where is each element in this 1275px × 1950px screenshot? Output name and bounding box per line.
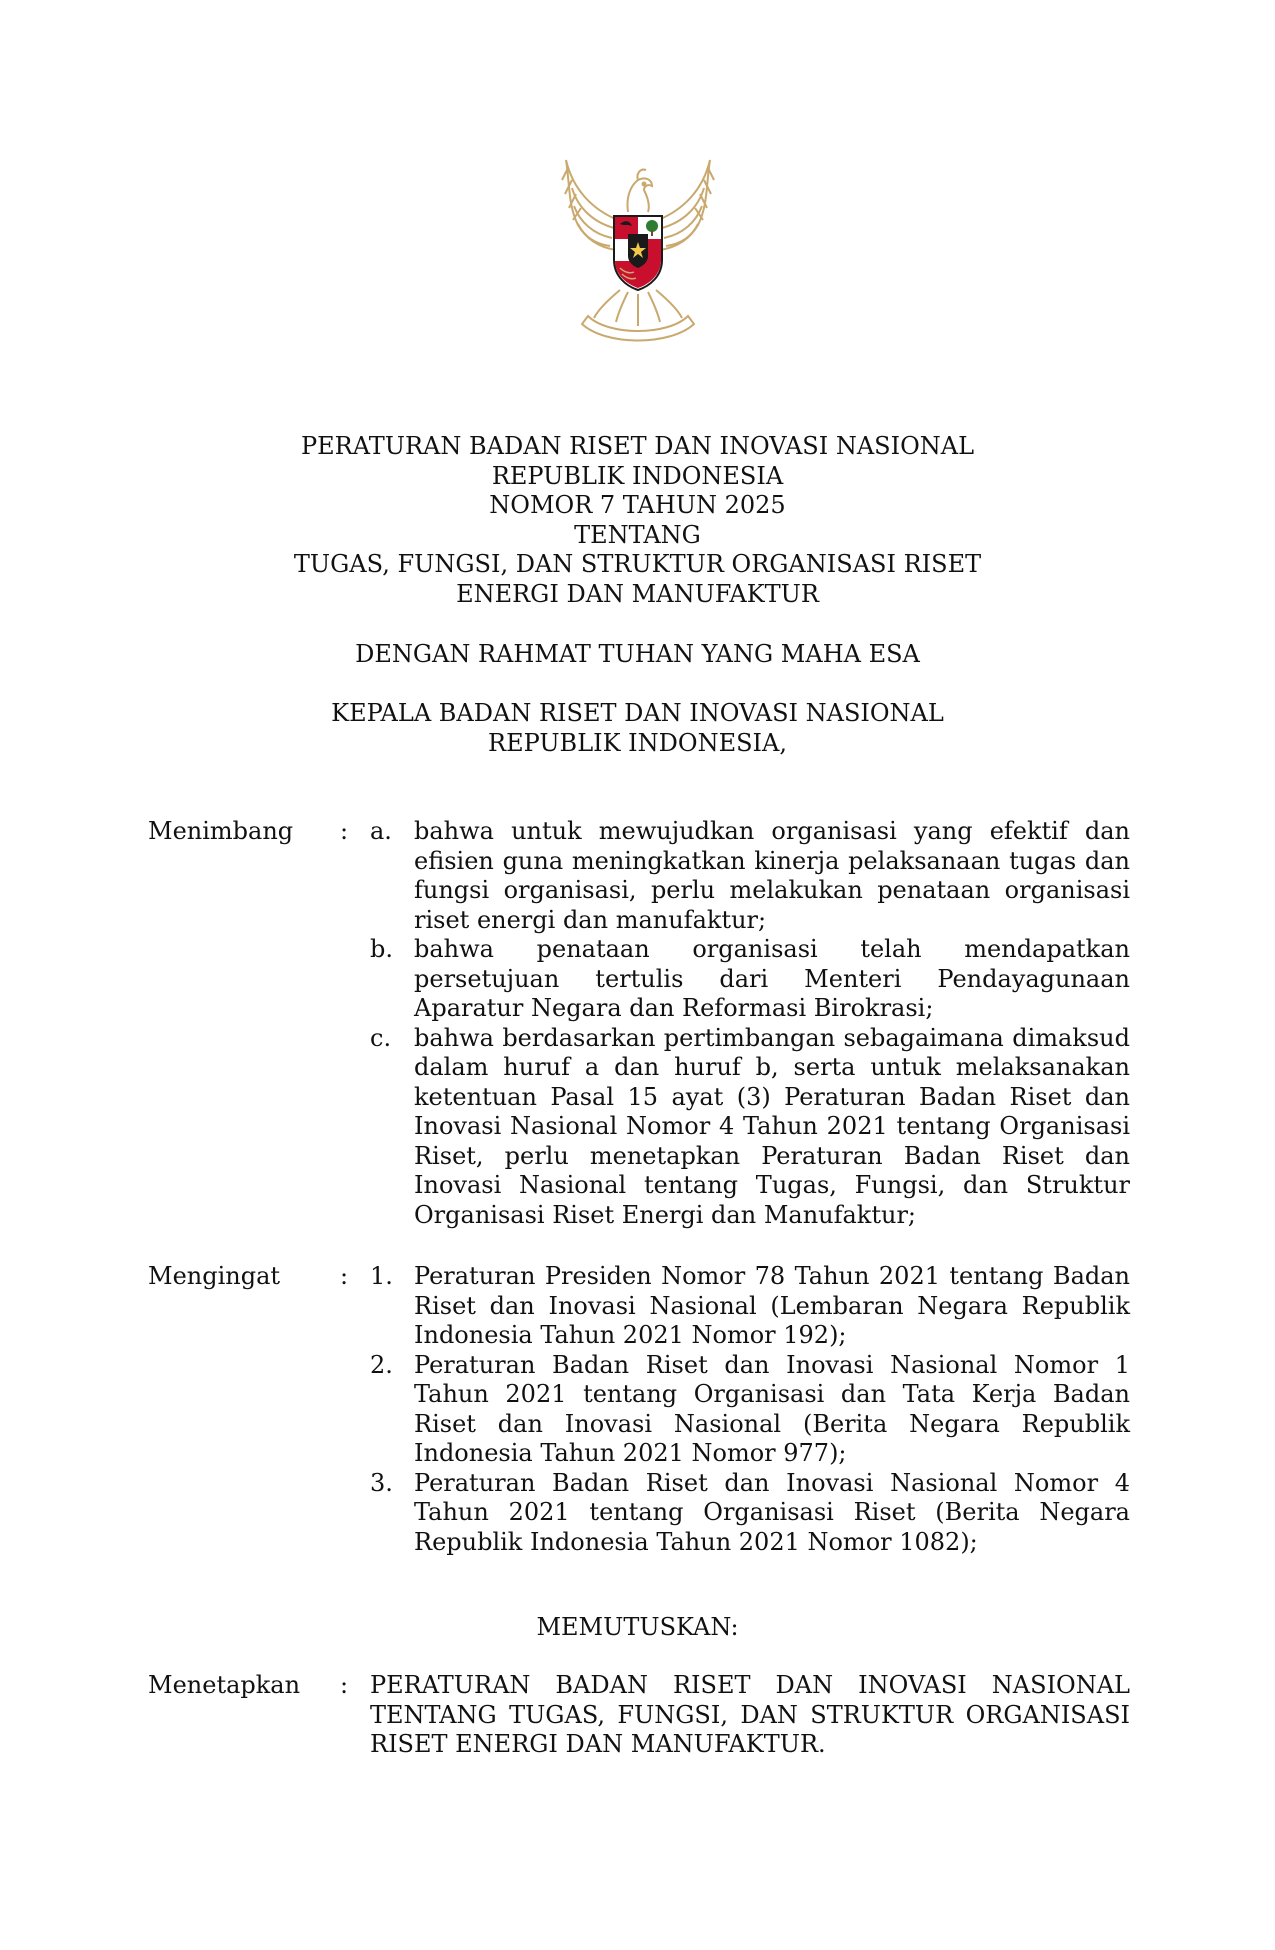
item-marker: 2.	[370, 1350, 393, 1379]
menimbang-section	[148, 817, 1130, 1230]
kepala-line: KEPALA BADAN RISET DAN INOVASI NASIONAL	[331, 699, 944, 727]
list-item	[148, 1024, 1130, 1231]
colon: :	[340, 1262, 349, 1290]
garuda-emblem-icon	[548, 150, 728, 345]
item-marker: c.	[370, 1023, 392, 1052]
item-marker: 3.	[370, 1468, 393, 1497]
rahmat-text: DENGAN RAHMAT TUHAN YANG MAHA ESA	[355, 640, 920, 668]
kepala-line: REPUBLIK INDONESIA,	[488, 728, 787, 757]
item-text: Peraturan Presiden Nomor 78 Tahun 2021 tentang Badan Riset dan Inovasi Nasional (Lembaran Negara Republik Indonesia Tahun 2021 Nomor 192);	[414, 1262, 1130, 1349]
item-text: bahwa berdasarkan pertimbangan sebagaimana dimaksud dalam huruf a dan huruf b, serta untuk melaksanakan ketentuan Pasal 15 ayat (3) Peraturan Badan Riset dan Inovasi Nasional Nomor 4 Tahun 2021 tentang Organisasi Riset, perlu menetapkan Peraturan Badan Riset dan Inovasi Nasional tentang Tugas, Fungsi, dan Struktur Organisasi Riset Energi dan Manufaktur;	[414, 1023, 1130, 1229]
menetapkan-label: Menetapkan	[148, 1671, 301, 1699]
colon: :	[340, 1671, 349, 1699]
menetapkan-text: PERATURAN BADAN RISET DAN INOVASI NASIONAL TENTANG TUGAS, FUNGSI, DAN STRUKTUR ORGANISASI RISET ENERGI DAN MANUFAKTUR.	[370, 1671, 1130, 1758]
title-line: PERATURAN BADAN RISET DAN INOVASI NASIONAL	[300, 432, 975, 460]
memutuskan-text: MEMUTUSKAN:	[536, 1613, 739, 1641]
title-line: REPUBLIK INDONESIA	[491, 461, 784, 490]
list-item	[148, 1469, 1130, 1558]
rahmat-line	[0, 640, 1275, 670]
item-marker: 1.	[370, 1262, 393, 1290]
colon: :	[340, 817, 349, 845]
item-text: Peraturan Badan Riset dan Inovasi Nasional Nomor 4 Tahun 2021 tentang Organisasi Riset (Berita Negara Republik Indonesia Tahun 2021 Nomor 1082);	[414, 1468, 1130, 1556]
title-line: TENTANG	[574, 520, 701, 549]
list-item	[148, 1351, 1130, 1469]
list-item	[148, 1262, 1130, 1351]
regulation-title	[0, 432, 1275, 609]
item-marker: b.	[370, 935, 393, 963]
mengingat-label: Mengingat	[148, 1262, 281, 1290]
title-line: NOMOR 7 TAHUN 2025	[489, 491, 786, 519]
list-item	[148, 817, 1130, 935]
memutuskan-heading	[0, 1613, 1275, 1643]
item-text: bahwa untuk mewujudkan organisasi yang efektif dan efisien guna meningkatkan kinerja pelaksanaan tugas dan fungsi organisasi, perlu melakukan penataan organisasi riset energi dan manufaktur;	[414, 817, 1130, 934]
kepala-heading	[0, 699, 1275, 758]
mengingat-section	[148, 1262, 1130, 1557]
item-marker: a.	[370, 817, 392, 845]
menimbang-label: Menimbang	[148, 817, 294, 845]
title-line: TUGAS, FUNGSI, DAN STRUKTUR ORGANISASI RISET	[293, 550, 982, 578]
item-text: bahwa penataan organisasi telah mendapatkan persetujuan tertulis dari Menteri Pendayagunaan Aparatur Negara dan Reformasi Birokrasi;	[414, 935, 1130, 1022]
item-text: Peraturan Badan Riset dan Inovasi Nasional Nomor 1 Tahun 2021 tentang Organisasi dan Tata Kerja Badan Riset dan Inovasi Nasional (Berita Negara Republik Indonesia Tahun 2021 Nomor 977);	[414, 1350, 1130, 1467]
title-line: ENERGI DAN MANUFAKTUR	[456, 579, 819, 608]
list-item	[148, 935, 1130, 1024]
menetapkan-section	[148, 1671, 1130, 1760]
